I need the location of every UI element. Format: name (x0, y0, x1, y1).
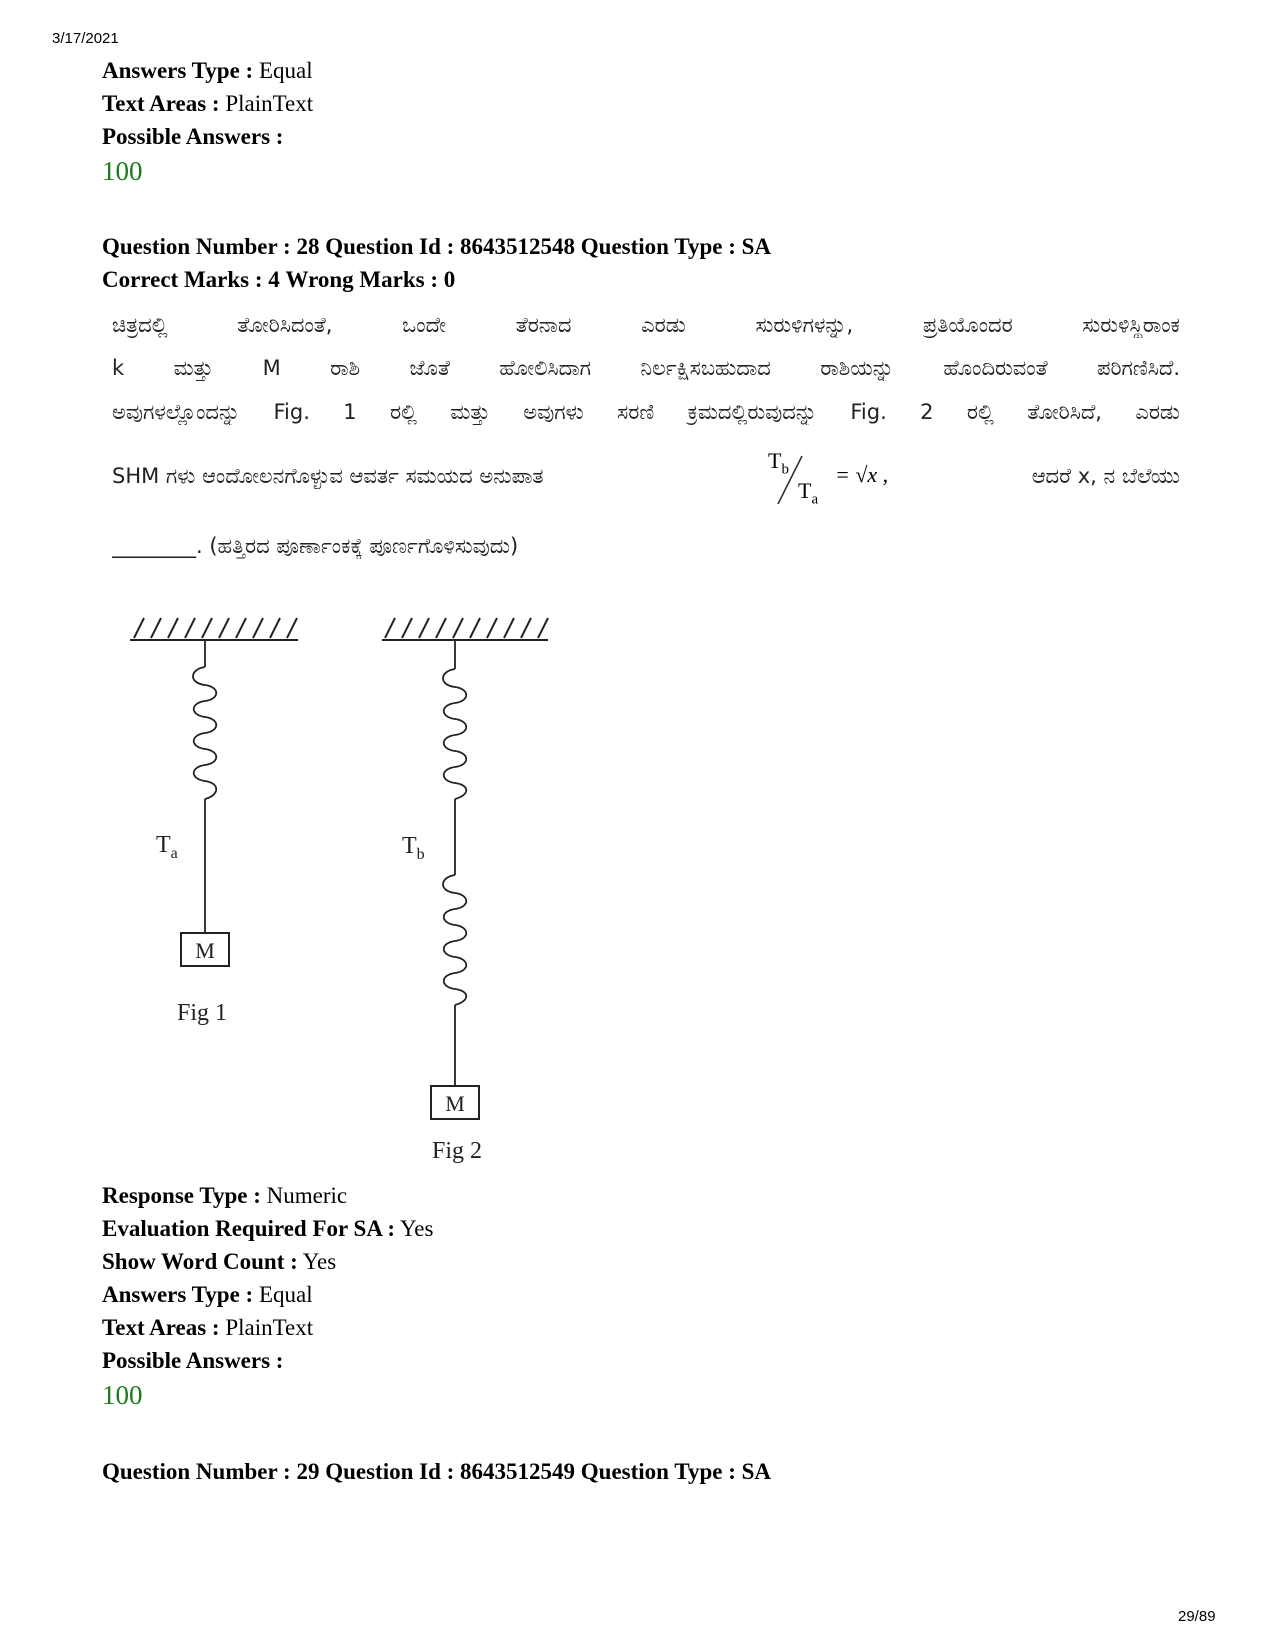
possible-answers-label: Possible Answers : (102, 124, 284, 149)
fig2-upper-spring (443, 640, 466, 875)
fig1-caption: Fig 1 (176, 1000, 228, 1026)
evaluation-required-label: Evaluation Required For SA : (102, 1216, 396, 1241)
question-text-line-1: ಚಿತ್ರದಲ್ಲಿ ತೋರಿಸಿದಂತೆ, ಒಂದೇ ತೆರನಾದ ಎರಡು ಸುರುಳಿಗಳನ್ನು, ಪ್ರತಿಯೊಂದರ ಸುರುಳಿಸ್ಥಿರಾಂಕ (112, 313, 1180, 337)
q28-text-areas-line (102, 1315, 313, 1341)
show-word-count-line (102, 1249, 336, 1275)
fig1-period-label: $T_a$ (156, 832, 178, 862)
q28-answers-type-label: Answers Type : (102, 1282, 254, 1307)
wrong-marks-label: Wrong Marks : (285, 267, 439, 292)
q28-answers-type-value: Equal (258, 1282, 313, 1307)
q28-text-areas-label: Text Areas : (102, 1315, 220, 1340)
answers-type-label: Answers Type : (102, 58, 254, 83)
response-type-line (102, 1183, 347, 1209)
show-word-count-label: Show Word Count : (102, 1249, 298, 1274)
question-text-line-4a: SHM ಗಳು ಆಂದೋಲನಗೊಳ್ಳುವ ಆವರ್ತ ಸಮಯದ ಅನುಪಾತ (112, 464, 544, 488)
fig2-period-label: $T_b$ (402, 833, 425, 863)
correct-marks: 4 (268, 267, 280, 292)
question-type: SA (741, 234, 772, 259)
question-id: 8643512548 (460, 234, 576, 259)
fig2-caption: Fig 2 (431, 1138, 483, 1164)
correct-marks-label: Correct Marks : (102, 267, 263, 292)
formula-rhs: = √x , (835, 462, 889, 487)
possible-answer-value: 100 (102, 156, 143, 186)
fig1-ceiling (130, 618, 298, 640)
text-areas-line (102, 91, 313, 117)
q28-possible-answer-value: 100 (102, 1380, 143, 1410)
answers-type-value: Equal (258, 58, 313, 83)
question-number-label: Question Number : (102, 234, 291, 259)
question-type-label: Question Type : (580, 234, 736, 259)
response-type-value: Numeric (266, 1183, 348, 1208)
question-text-line-2: k ಮತ್ತು M ರಾಶಿ ಜೊತೆ ಹೋಲಿಸಿದಾಗ ನಿರ್ಲಕ್ಷಿಸಬಹುದಾದ ರಾಶಿಯನ್ನು ಹೊಂದಿರುವಂತೆ ಪರಿಗಣಿಸಿದೆ. (112, 356, 1180, 380)
spring-figure (120, 605, 580, 1175)
fig2-ceiling (382, 618, 548, 640)
marks-line (102, 267, 455, 293)
q29-type: SA (741, 1459, 772, 1484)
q29-id: 8643512549 (460, 1459, 576, 1484)
fig2-lower-spring (443, 875, 466, 1086)
q29-type-label: Question Type : (580, 1459, 736, 1484)
q29-number-label: Question Number : (102, 1459, 291, 1484)
q28-answers-type-line (102, 1282, 313, 1308)
formula-numerator: $T_b$ (768, 448, 789, 478)
question-text-line-5: ________. (ಹತ್ತಿರದ ಪೂರ್ಣಾಂಕಕ್ಕೆ ಪೂರ್ಣಗೊಳಿಸುವುದು) (112, 534, 519, 558)
answers-type-line (102, 58, 313, 84)
evaluation-required-line (102, 1216, 433, 1242)
question-text-line-3: ಅವುಗಳಲ್ಲೊಂದನ್ನು Fig. 1 ರಲ್ಲಿ ಮತ್ತು ಅವುಗಳು ಸರಣಿ ಕ್ರಮದಲ್ಲಿರುವುದನ್ನು Fig. 2 ರಲ್ಲಿ ತೋರಿಸಿದೆ, ಎರಡು (112, 400, 1180, 424)
question-id-label: Question Id : (325, 234, 455, 259)
fig1-mass-label: M (195, 938, 215, 963)
q28-possible-answers-label: Possible Answers : (102, 1348, 284, 1373)
q28-text-areas-value: PlainText (225, 1315, 314, 1340)
evaluation-required-value: Yes (400, 1216, 434, 1241)
wrong-marks: 0 (443, 267, 456, 292)
formula-denominator: $T_a$ (798, 478, 819, 508)
text-areas-value: PlainText (225, 91, 314, 116)
page-number: 29/89 (1178, 1608, 1216, 1625)
question-number: 28 (296, 234, 320, 259)
fig2-mass-label: M (445, 1091, 465, 1116)
q29-number: 29 (296, 1459, 320, 1484)
q29-number-line (102, 1459, 771, 1485)
question-number-line (102, 234, 771, 260)
text-areas-label: Text Areas : (102, 91, 220, 116)
q29-id-label: Question Id : (325, 1459, 455, 1484)
possible-answers-line (102, 124, 283, 150)
fig1-spring (193, 640, 216, 933)
q28-possible-answers-line (102, 1348, 283, 1374)
response-type-label: Response Type : (102, 1183, 261, 1208)
show-word-count-value: Yes (302, 1249, 337, 1274)
print-date: 3/17/2021 (52, 30, 119, 47)
question-text-line-4b: ಆದರೆ x, ನ ಬೆಲೆಯು (1031, 464, 1180, 488)
